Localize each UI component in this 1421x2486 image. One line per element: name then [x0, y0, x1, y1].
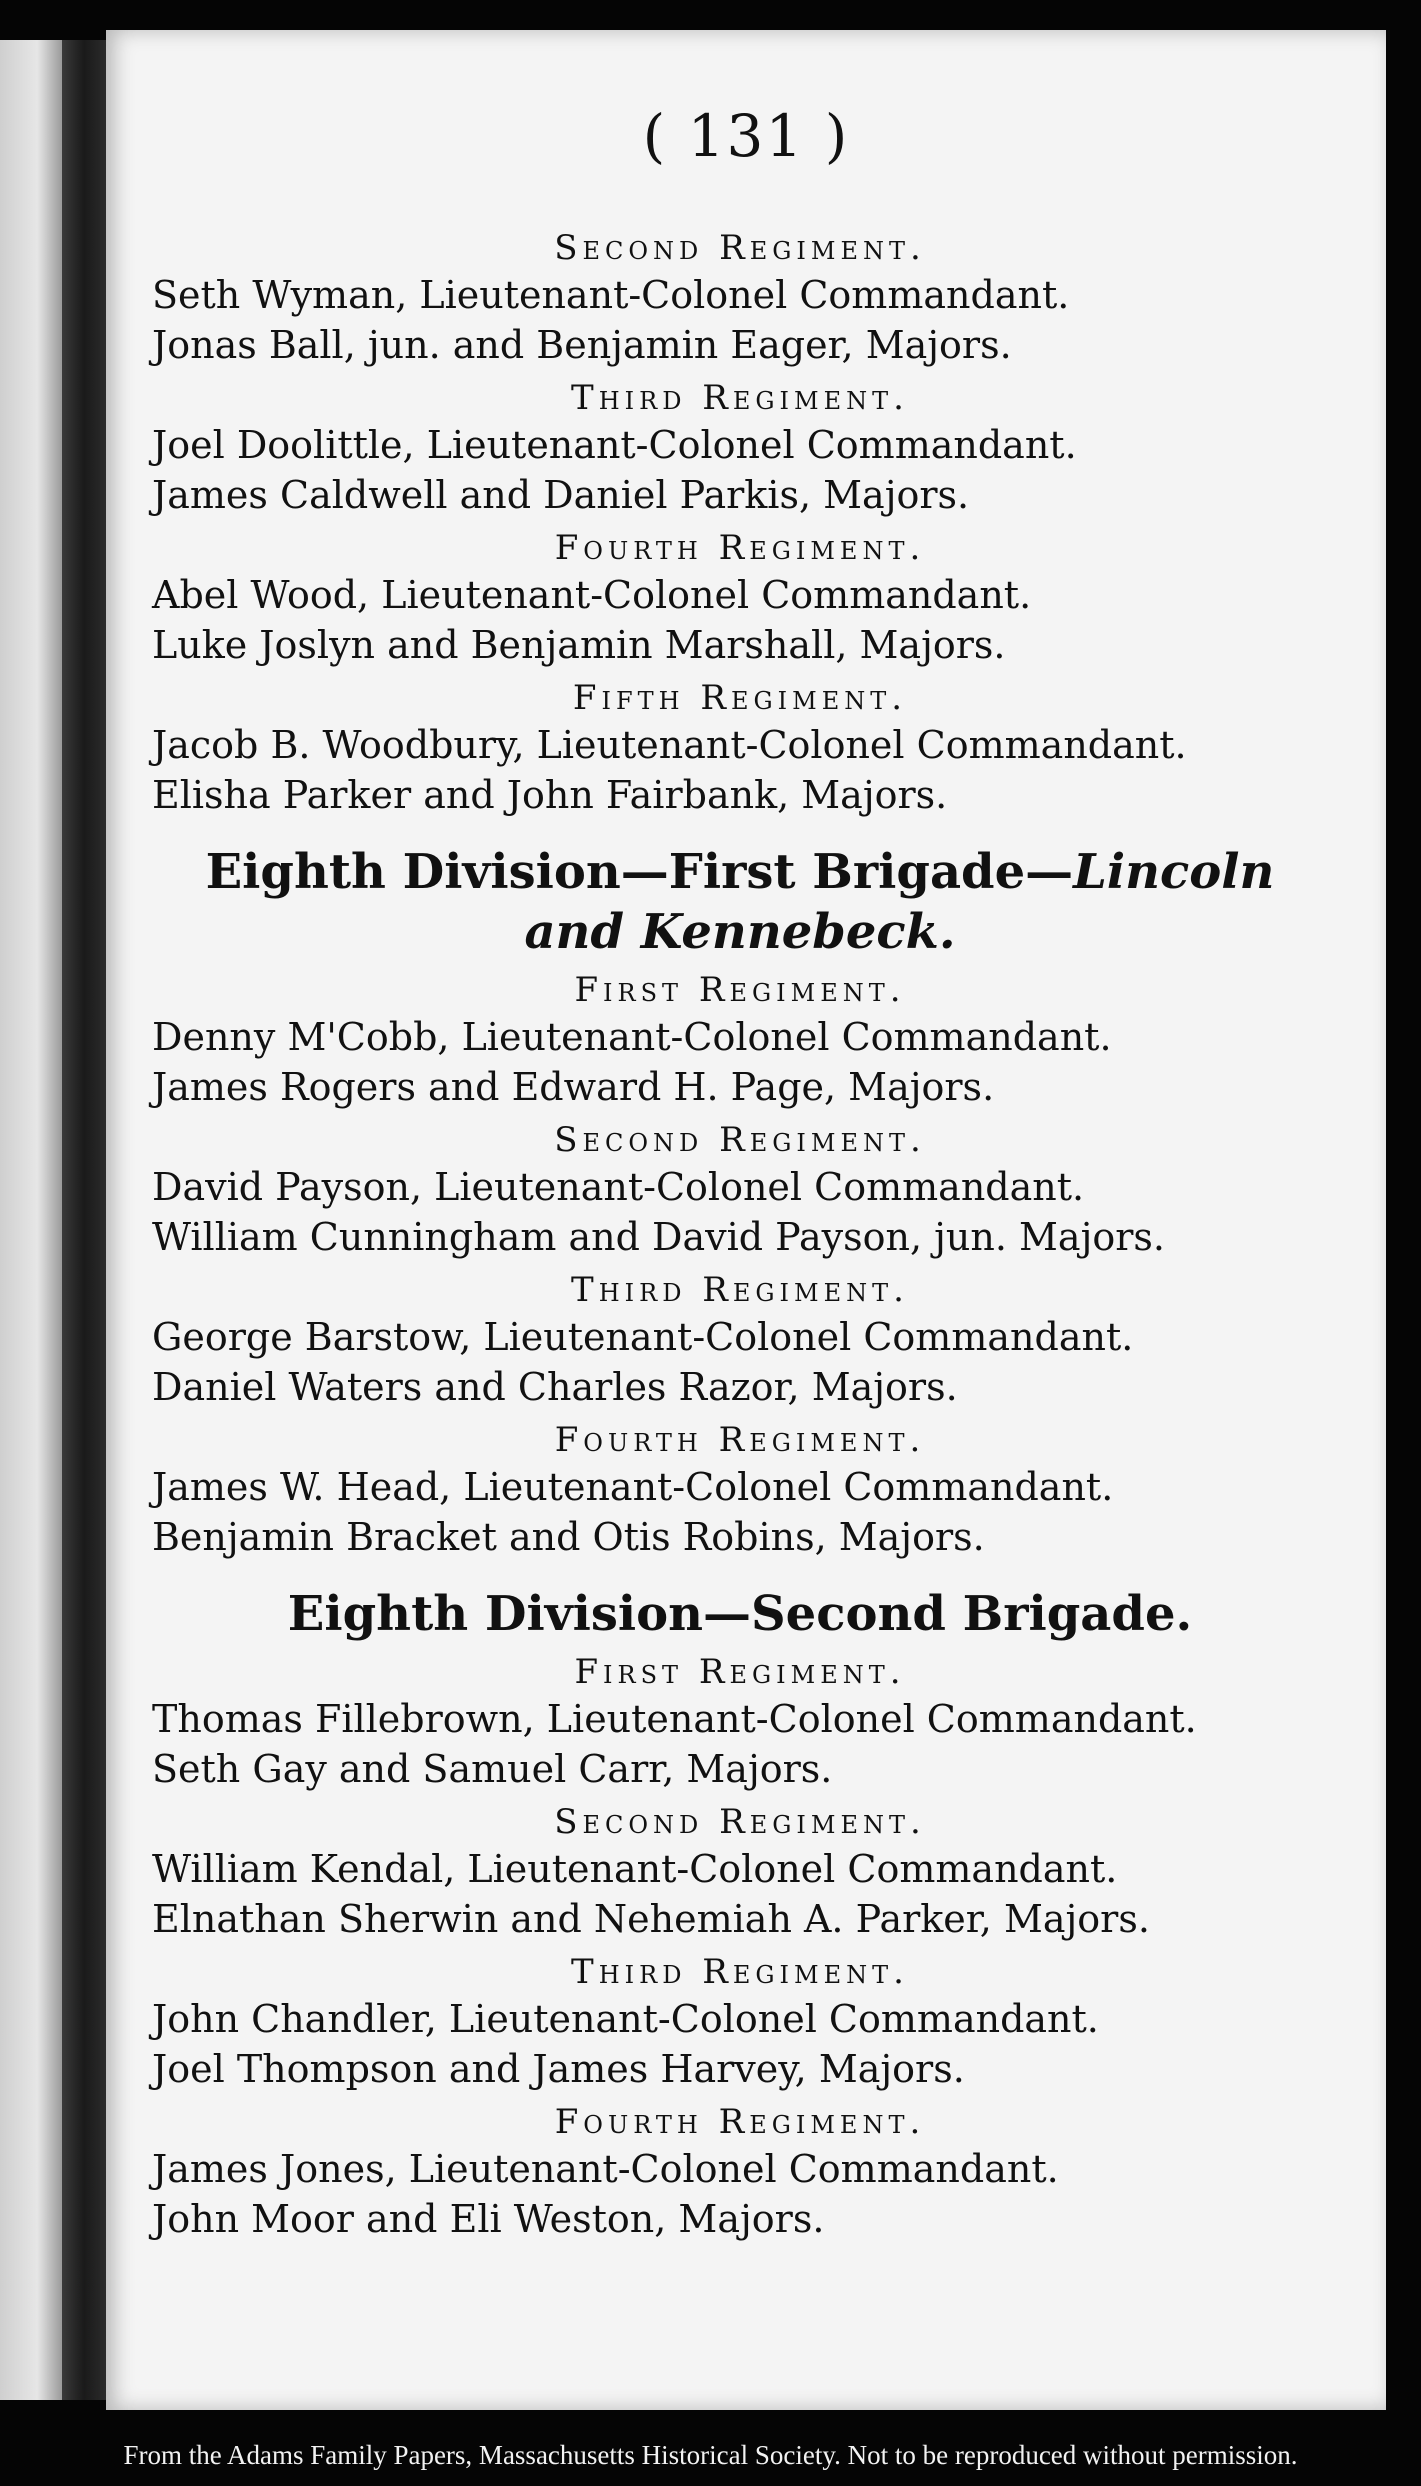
regiment-entry [150, 526, 1330, 670]
majors-line: Seth Gay and Samuel Carr, Majors. [152, 1747, 833, 1791]
majors-line: William Cunningham and David Payson, jun. Majors. [152, 1215, 1165, 1259]
commandant-line: George Barstow, Lieutenant-Colonel Commandant. [152, 1315, 1134, 1359]
commandant-line: Jacob B. Woodbury, Lieutenant-Colonel Commandant. [152, 723, 1187, 767]
page-content [150, 220, 1330, 2244]
book-page [106, 30, 1386, 2410]
archive-credit-footer: From the Adams Family Papers, Massachusetts Historical Society. Not to be reproduced without permission. [123, 2440, 1298, 2470]
majors-line: James Caldwell and Daniel Parkis, Majors. [152, 473, 970, 517]
majors-line: Elnathan Sherwin and Nehemiah A. Parker, Majors. [152, 1897, 1150, 1941]
regiment-title: First Regiment. [574, 970, 906, 1010]
regiment-entry [150, 1800, 1330, 1944]
regiment-title: Third Regiment. [571, 378, 909, 418]
regiment-title: First Regiment. [574, 1652, 906, 1692]
regiment-title: Second Regiment. [554, 1802, 926, 1842]
commandant-line: James W. Head, Lieutenant-Colonel Commandant. [152, 1465, 1114, 1509]
brigade-block [150, 1584, 1330, 2244]
commandant-line: Thomas Fillebrown, Lieutenant-Colonel Commandant. [152, 1697, 1197, 1741]
majors-line: James Rogers and Edward H. Page, Majors. [152, 1065, 995, 1109]
regiment-title: Second Regiment. [554, 228, 926, 268]
regiment-entry [150, 1268, 1330, 1412]
brigade-block [150, 226, 1330, 820]
commandant-line: Denny M'Cobb, Lieutenant-Colonel Commandant. [152, 1015, 1112, 1059]
regiment-entry [150, 676, 1330, 820]
commandant-line: Seth Wyman, Lieutenant-Colonel Commandant. [152, 273, 1070, 317]
regiment-entry [150, 968, 1330, 1112]
regiment-title: Fourth Regiment. [554, 2102, 926, 2142]
regiment-title: Second Regiment. [554, 1120, 926, 1160]
commandant-line: Joel Doolittle, Lieutenant-Colonel Commandant. [152, 423, 1077, 467]
regiment-entry [150, 1118, 1330, 1262]
majors-line: Benjamin Bracket and Otis Robins, Majors. [152, 1515, 985, 1559]
regiment-title: Fourth Regiment. [554, 528, 926, 568]
regiment-title: Fifth Regiment. [572, 678, 908, 718]
majors-line: Luke Joslyn and Benjamin Marshall, Majors. [152, 623, 1006, 667]
regiment-entry [150, 1418, 1330, 1562]
majors-line: Jonas Ball, jun. and Benjamin Eager, Majors. [152, 323, 1012, 367]
regiment-entry [150, 1950, 1330, 2094]
regiment-title: Third Regiment. [571, 1952, 909, 1992]
brigade-heading [150, 842, 1330, 962]
regiment-entry [150, 226, 1330, 370]
majors-line: Joel Thompson and James Harvey, Majors. [152, 2047, 965, 2091]
commandant-line: John Chandler, Lieutenant-Colonel Commandant. [152, 1997, 1099, 2041]
regiment-entry [150, 2100, 1330, 2244]
regiment-entry [150, 1650, 1330, 1794]
majors-line: John Moor and Eli Weston, Majors. [152, 2197, 825, 2241]
commandant-line: Abel Wood, Lieutenant-Colonel Commandant. [152, 573, 1032, 617]
regiment-title: Third Regiment. [571, 1270, 909, 1310]
brigade-heading-text: Eighth Division—First Brigade— [205, 844, 1074, 900]
regiment-entry [150, 376, 1330, 520]
book-gutter [62, 40, 106, 2400]
commandant-line: William Kendal, Lieutenant-Colonel Commandant. [152, 1847, 1118, 1891]
page-number: ( 131 ) [642, 102, 850, 170]
regiment-title: Fourth Regiment. [554, 1420, 926, 1460]
previous-page-edge [0, 40, 62, 2400]
brigade-heading-place: Lincoln and Kennebeck. [524, 844, 1275, 960]
majors-line: Elisha Parker and John Fairbank, Majors. [152, 773, 948, 817]
commandant-line: David Payson, Lieutenant-Colonel Commandant. [152, 1165, 1085, 1209]
majors-line: Daniel Waters and Charles Razor, Majors. [152, 1365, 958, 1409]
brigade-heading: Eighth Division—Second Brigade. [287, 1586, 1193, 1642]
commandant-line: James Jones, Lieutenant-Colonel Commandant. [152, 2147, 1059, 2191]
brigade-block [150, 842, 1330, 1562]
